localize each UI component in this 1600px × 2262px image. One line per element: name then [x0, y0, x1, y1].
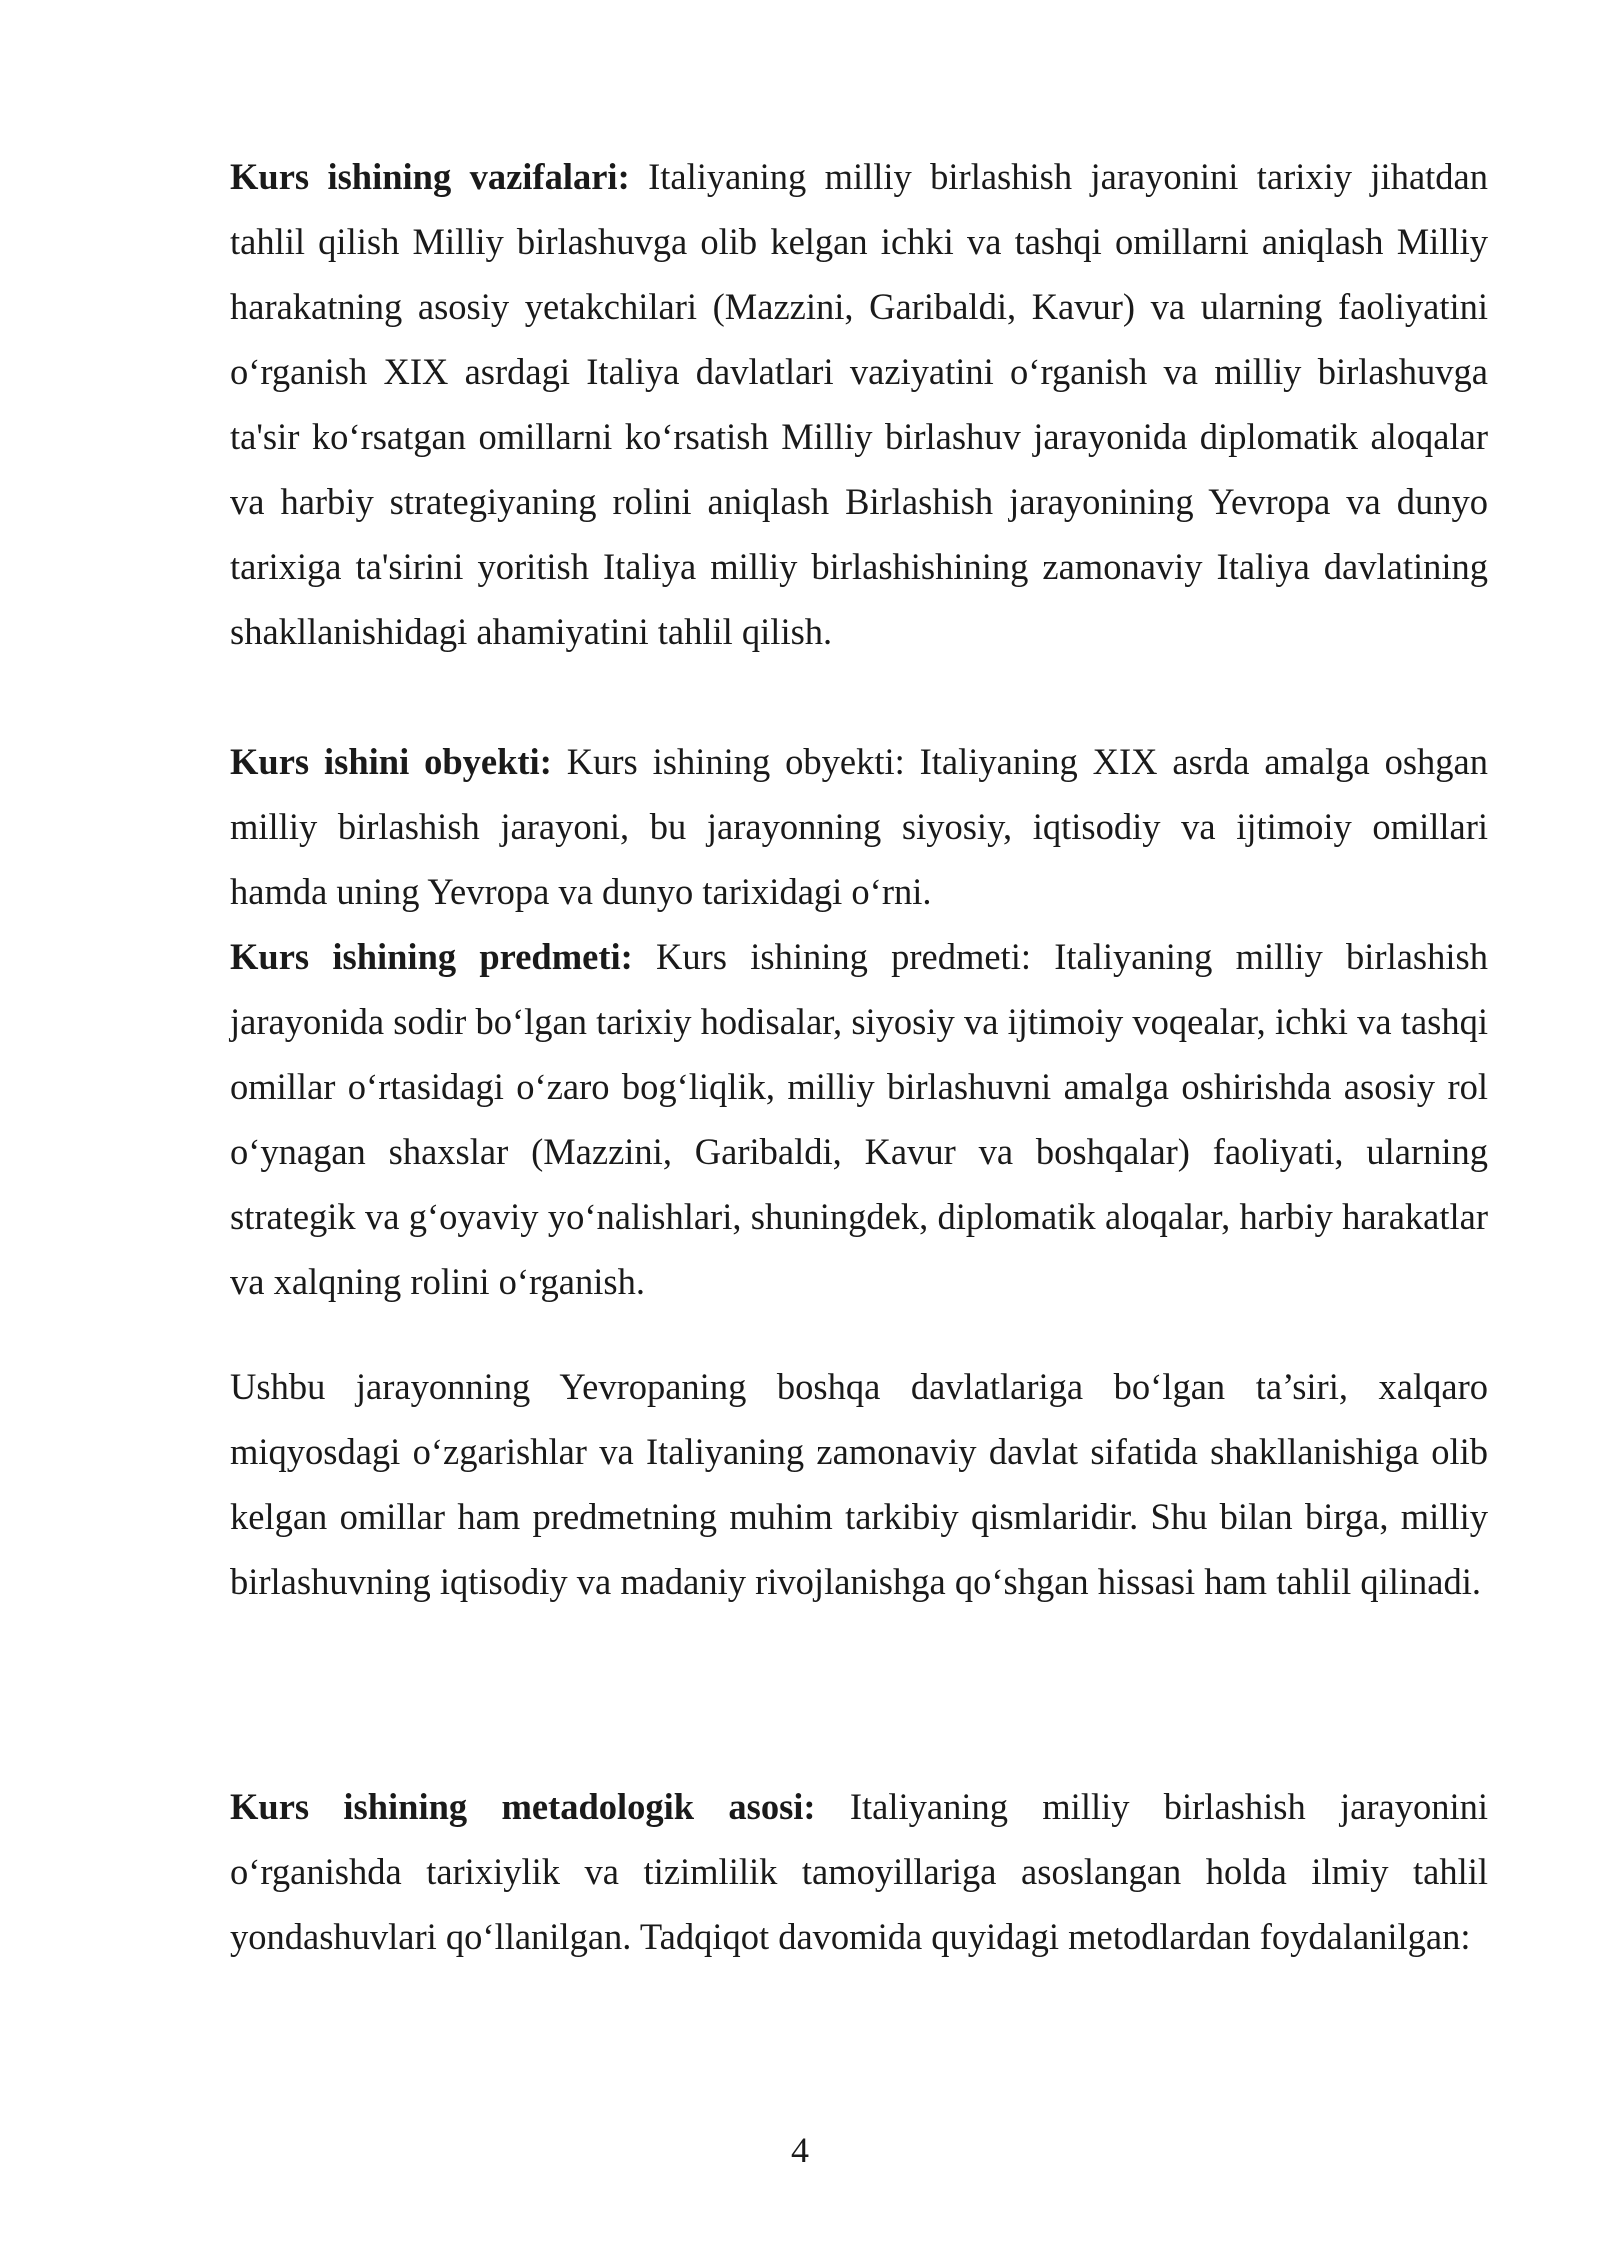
page-number: 4	[791, 2130, 809, 2170]
paragraph-body: Kurs ishining predmeti: Italiyaning milliy birlashish jarayonida sodir bo‘lgan tarixiy hodisalar, siyosiy va ijtimoiy voqealar, ichki va tashqi omillar o‘rtasidagi o‘zaro bog‘liqlik, milliy birlashuvni amalga oshirishda asosiy rol o‘ynagan shaxslar (Mazzini, Garibaldi, Kavur va boshqalar) faoliyati, ularning strategik va g‘oyaviy yo‘nalishlari, shuningdek, diplomatik aloqalar, harbiy harakatlar va xalqning rolini o‘rganish.	[230, 936, 1488, 1302]
paragraph-subject	[230, 924, 1488, 1314]
paragraph-methodology	[230, 1774, 1488, 1969]
paragraph-heading: Kurs ishining metadologik asosi:	[230, 1786, 816, 1827]
paragraph-influence	[230, 1354, 1488, 1614]
paragraph-tasks	[230, 144, 1488, 664]
paragraph-heading: Kurs ishining vazifalari:	[230, 156, 630, 197]
paragraph-body: Kurs ishining obyekti: Italiyaning XIX asrda amalga oshgan milliy birlashish jarayoni, bu jarayonning siyosiy, iqtisodiy va ijtimoiy omillari hamda uning Yevropa va dunyo tarixidagi o‘rni.	[230, 741, 1488, 912]
paragraph-body: Italiyaning milliy birlashish jarayonini tarixiy jihatdan tahlil qilish Milliy birlashuvga olib kelgan ichki va tashqi omillarni aniqlash Milliy harakatning asosiy yetakchilari (Mazzini, Garibaldi, Kavur) va ularning faoliyatini o‘rganish XIX asrdagi Italiya davlatlari vaziyatini o‘rganish va milliy birlashuvga ta'sir ko‘rsatgan omillarni ko‘rsatish Milliy birlashuv jarayonida diplomatik aloqalar va harbiy strategiyaning rolini aniqlash Birlashish jarayonining Yevropa va dunyo tarixiga ta'sirini yoritish Italiya milliy birlashishining zamonaviy Italiya davlatining shakllanishidagi ahamiyatini tahlil qilish.	[230, 156, 1488, 652]
paragraph-object	[230, 729, 1488, 924]
paragraph-body: Italiyaning milliy birlashish jarayonini o‘rganishda tarixiylik va tizimlilik tamoyillariga asoslangan holda ilmiy tahlil yondashuvlari qo‘llanilgan. Tadqiqot davomida quyidagi metodlardan foydalanilgan:	[230, 1786, 1488, 1957]
paragraph-heading: Kurs ishining predmeti:	[230, 936, 633, 977]
paragraph-heading: Kurs ishini obyekti:	[230, 741, 552, 782]
paragraph-body: Ushbu jarayonning Yevropaning boshqa davlatlariga bo‘lgan ta’siri, xalqaro miqyosdagi o‘zgarishlar va Italiyaning zamonaviy davlat sifatida shakllanishiga olib kelgan omillar ham predmetning muhim tarkibiy qismlaridir. Shu bilan birga, milliy birlashuvning iqtisodiy va madaniy rivojlanishga qo‘shgan hissasi ham tahlil qilinadi.	[230, 1366, 1488, 1602]
